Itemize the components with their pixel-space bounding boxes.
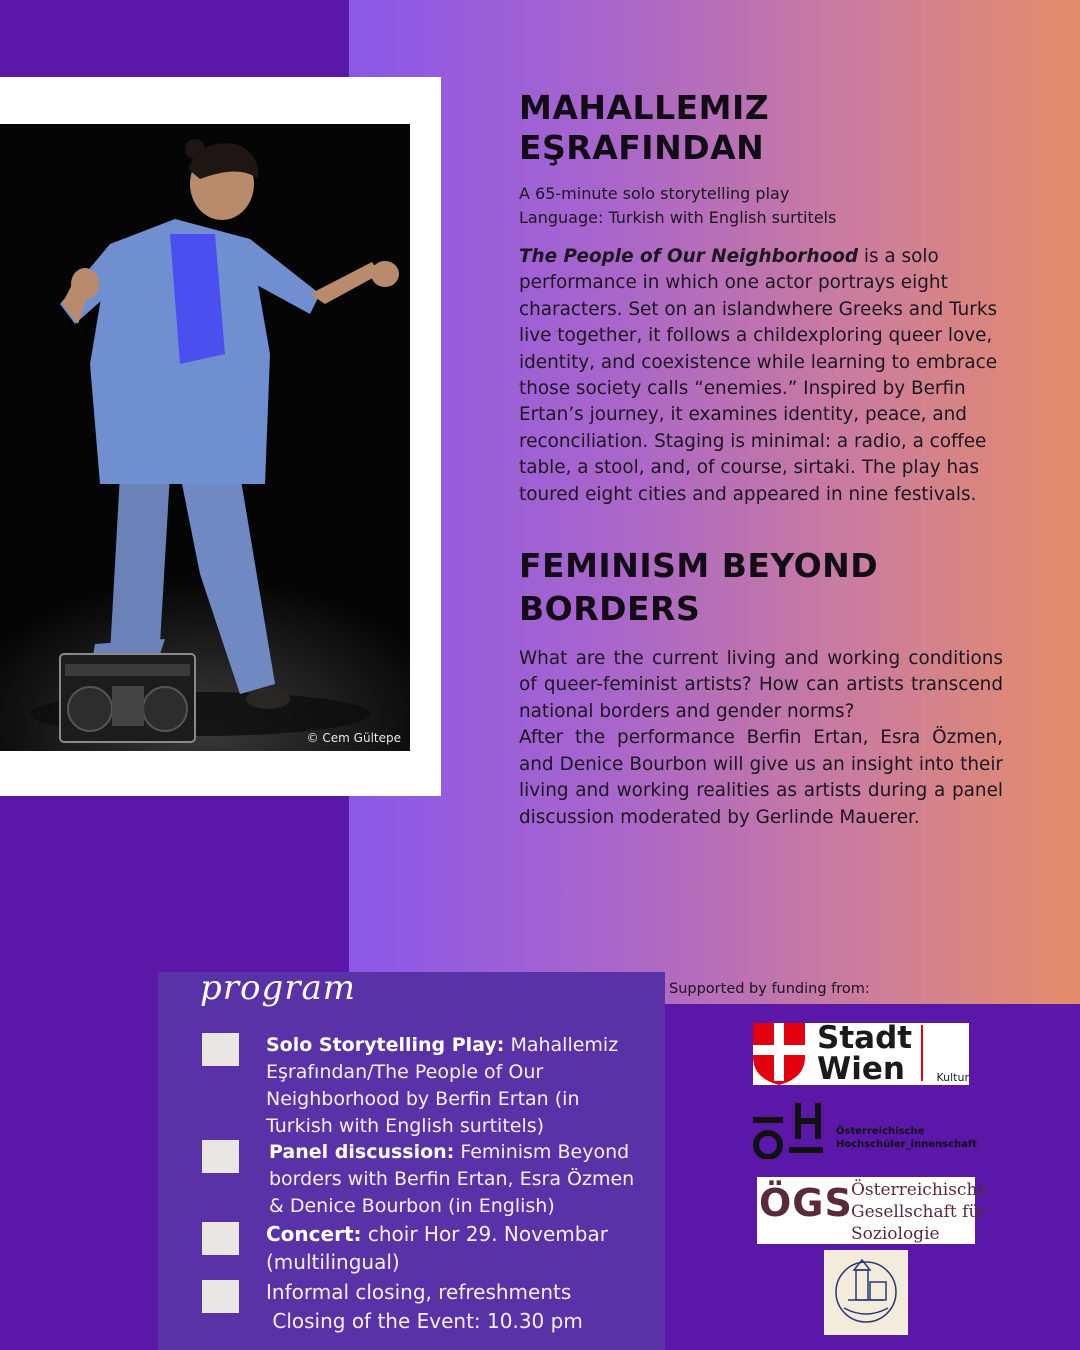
wien-shield-icon <box>753 1023 805 1085</box>
wien-divider <box>921 1025 923 1081</box>
stadt-wien-logo <box>753 1020 969 1087</box>
show-description <box>519 244 1003 508</box>
program-item-label: Concert: <box>266 1222 362 1246</box>
main-content <box>519 88 1003 831</box>
program-item-text <box>266 1220 646 1276</box>
show-lead: The People of Our Neighborhood <box>519 246 859 267</box>
wien-wordmark <box>817 1020 913 1087</box>
subtitle-language: Language: Turkish with English surtitels <box>519 208 837 227</box>
photo-credit: © Cem Gültepe <box>306 731 401 745</box>
panel-title: FEMINISM BEYOND BORDERS <box>519 546 879 629</box>
ogs-line-2: Gesellschaft für <box>851 1202 988 1222</box>
panel-paragraph-1: What are the current living and working conditions of queer-feminist artists? How can artists transcend national borders and gender norms? <box>519 648 1003 722</box>
program-item-body: Informal closing, refreshments <box>266 1280 572 1304</box>
oh-line-1: Österreichische <box>836 1126 925 1137</box>
program-item-body: Feminism Beyond borders with Berfin Ertan, Esra Özmen & Denice Bourbon (in English) <box>269 1141 635 1217</box>
checkbox-icon <box>202 1222 239 1255</box>
funding-heading: Supported by funding from: <box>669 981 870 997</box>
program-item-body: choir Hor 29. Novembar (multilingual) <box>266 1222 608 1274</box>
oh-mark-icon <box>753 1103 825 1159</box>
ogs-wordmark <box>851 1179 988 1245</box>
program-item-text <box>266 1278 646 1336</box>
program-item-body: Closing of the Event: 10.30 pm <box>266 1309 583 1333</box>
oh-wordmark <box>836 1125 977 1151</box>
ogs-line-1: Österreichische <box>851 1180 988 1200</box>
oh-line-2: Hochschüler_innenschaft <box>836 1139 977 1150</box>
checkbox-icon <box>202 1140 239 1173</box>
show-title: MAHALLEMIZ EŞRAFINDAN <box>519 88 770 167</box>
checkbox-icon <box>202 1033 239 1066</box>
program-item-label: Solo Storytelling Play: <box>266 1034 505 1056</box>
program-item-text <box>266 1032 646 1140</box>
performer-illustration <box>0 124 410 751</box>
panel-paragraph-2: After the performance Berfin Ertan, Esra Özmen, and Denice Bourbon will give us an insight into their living and working realities as artists during a panel discussion moderated by Gerlinde Mauerer. <box>519 727 1003 828</box>
oh-logo <box>753 1103 977 1159</box>
building-emblem-icon <box>824 1250 908 1335</box>
program-box <box>158 968 665 1350</box>
ogs-line-3: Soziologie <box>851 1224 940 1244</box>
show-description-text: is a solo performance in which one actor portrays eight characters. Set on an islandwhere Greeks and Turks live together, it follows a childexploring queer love, identity, and coexistence while learning to embrace those society calls “enemies.” Inspired by Berfin Ertan’s journey, it examines identity, peace, and reconciliation. Staging is minimal: a radio, a coffee table, a stool, and, of course, sirtaki. The play has toured eight cities and appeared in nine festivals. <box>519 246 998 505</box>
program-item-label: Panel discussion: <box>269 1141 455 1163</box>
ogs-logo <box>757 1177 988 1244</box>
panel-description <box>519 646 1003 831</box>
program-item-body: Mahallemiz Eşrafından/The People of Our Neighborhood by Berfin Ertan (in Turkish with English surtitels) <box>266 1034 619 1137</box>
wien-line-1: Stadt <box>817 1020 913 1056</box>
wien-line-2: Wien <box>817 1051 905 1087</box>
program-item-text <box>269 1139 649 1220</box>
program-heading: program <box>200 968 357 1008</box>
ogs-mark: ÖGS <box>759 1181 853 1225</box>
subtitle-duration: A 65-minute solo storytelling play <box>519 184 790 203</box>
emblem-logo <box>824 1250 908 1335</box>
photo-frame <box>0 77 441 796</box>
show-subtitle <box>519 182 1003 230</box>
checkbox-icon <box>202 1280 239 1313</box>
performer-photo <box>0 124 410 751</box>
wien-kultur: Kultur <box>936 1071 969 1084</box>
